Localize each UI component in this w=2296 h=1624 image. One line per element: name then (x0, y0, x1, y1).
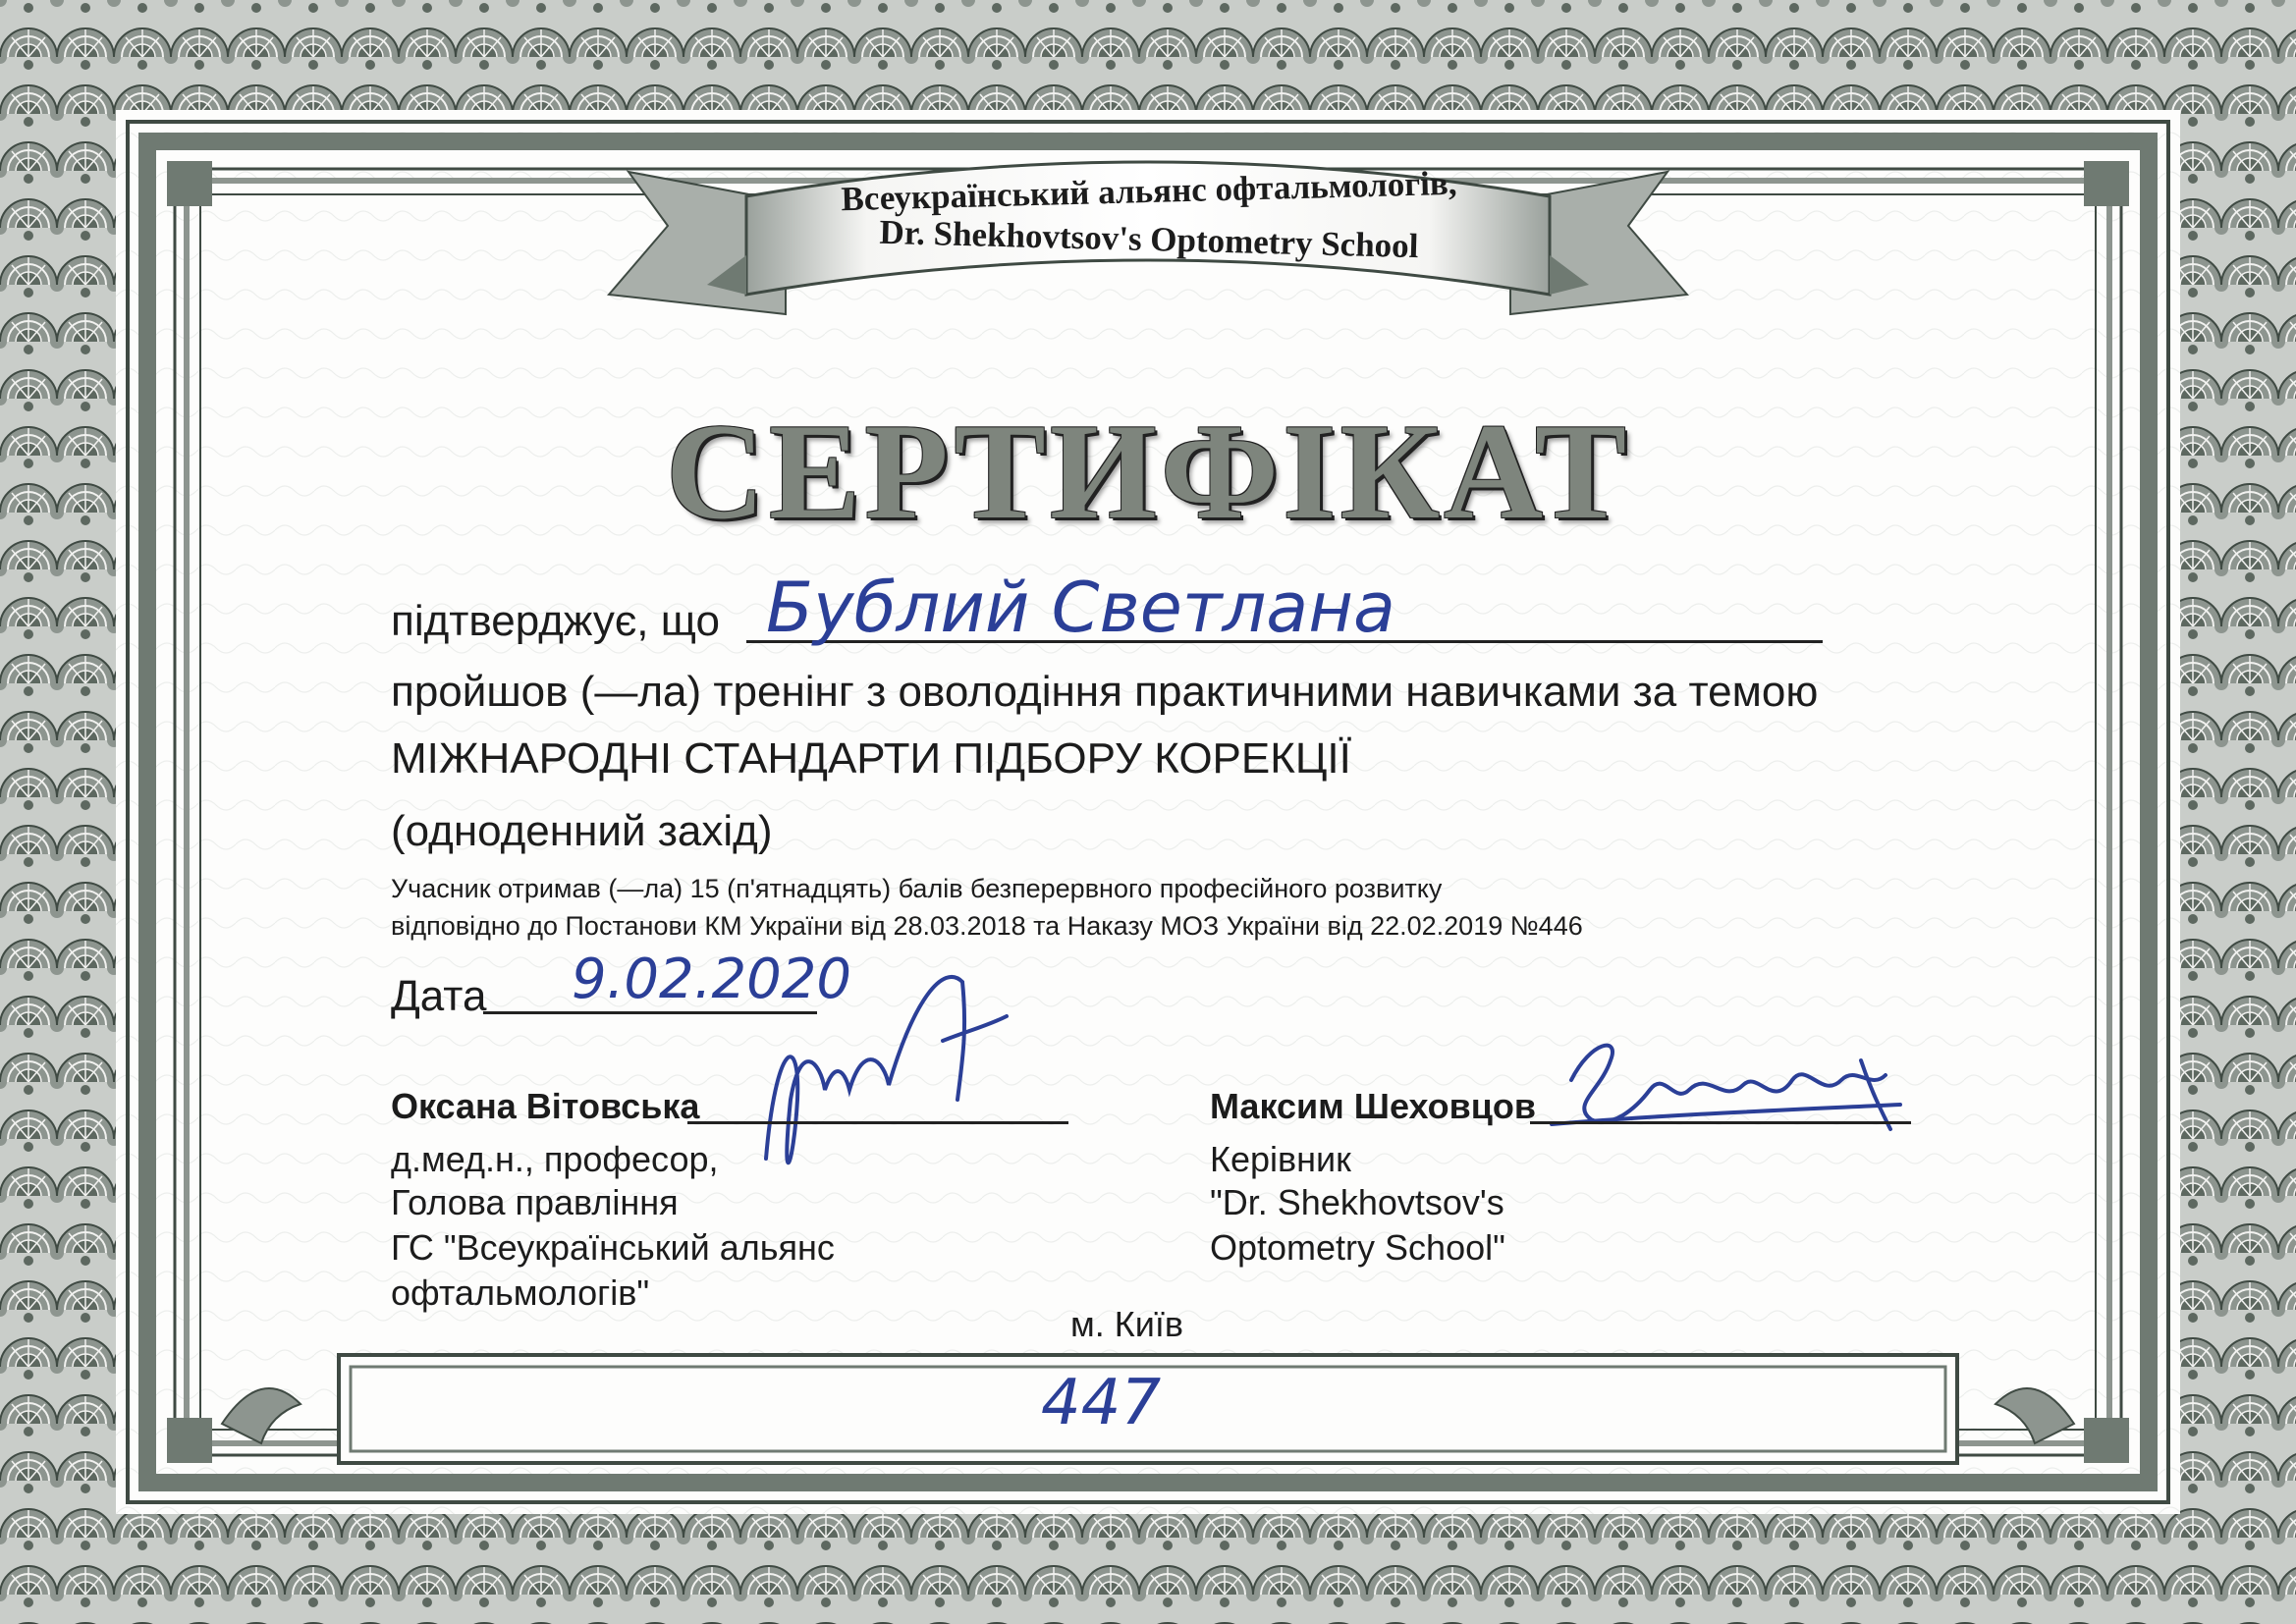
training-format: (одноденний захід) (391, 807, 773, 855)
points-line-2: відповідно до Постанови КМ України від 28.03.2018 та Наказу МОЗ України від 22.02.2019 №446 (391, 911, 1583, 941)
signatory-right-line (1530, 1121, 1911, 1124)
ribbon-line-1: Всеукраїнський альянс офтальмологів, (840, 163, 1457, 219)
confirm-label: підтверджує, що (391, 597, 720, 645)
signatory-left-role-2: Голова правління (391, 1182, 679, 1222)
signatory-right-name: Максим Шеховцов (1210, 1086, 1536, 1126)
signatory-right-role-2: "Dr. Shekhovtsov's (1210, 1182, 1504, 1222)
signatory-left-role-1: д.мед.н., професор, (391, 1139, 719, 1179)
training-topic: МІЖНАРОДНІ СТАНДАРТИ ПІДБОРУ КОРЕКЦІЇ (391, 734, 1351, 783)
date-value: 9.02.2020 (572, 947, 852, 1011)
signatory-right-role-3: Optometry School" (1210, 1227, 1505, 1268)
city: м. Київ (1070, 1304, 1183, 1344)
signatory-left-role-4: офтальмологів" (391, 1272, 650, 1313)
signatory-left-role-3: ГС "Всеукраїнський альянс (391, 1227, 835, 1268)
certificate-number: 447 (1041, 1367, 1162, 1439)
signatory-right-role-1: Керівник (1210, 1139, 1351, 1179)
page-title: СЕРТИФІКАТ (665, 396, 1631, 548)
ribbon-line-2: Dr. Shekhovtsov's Optometry School (879, 212, 1419, 266)
signatory-left-name: Оксана Вітовська (391, 1086, 700, 1126)
date-label: Дата (391, 972, 487, 1020)
recipient-name: Бублий Светлана (766, 568, 1395, 648)
date-underline (483, 1011, 817, 1014)
signatory-left-line (687, 1121, 1068, 1124)
training-text: пройшов (—ла) тренінг з оволодіння практичними навичками за темою (391, 668, 1819, 716)
points-line-1: Учасник отримав (—ла) 15 (п'ятнадцять) балів безперервного професійного розвитку (391, 874, 1443, 903)
